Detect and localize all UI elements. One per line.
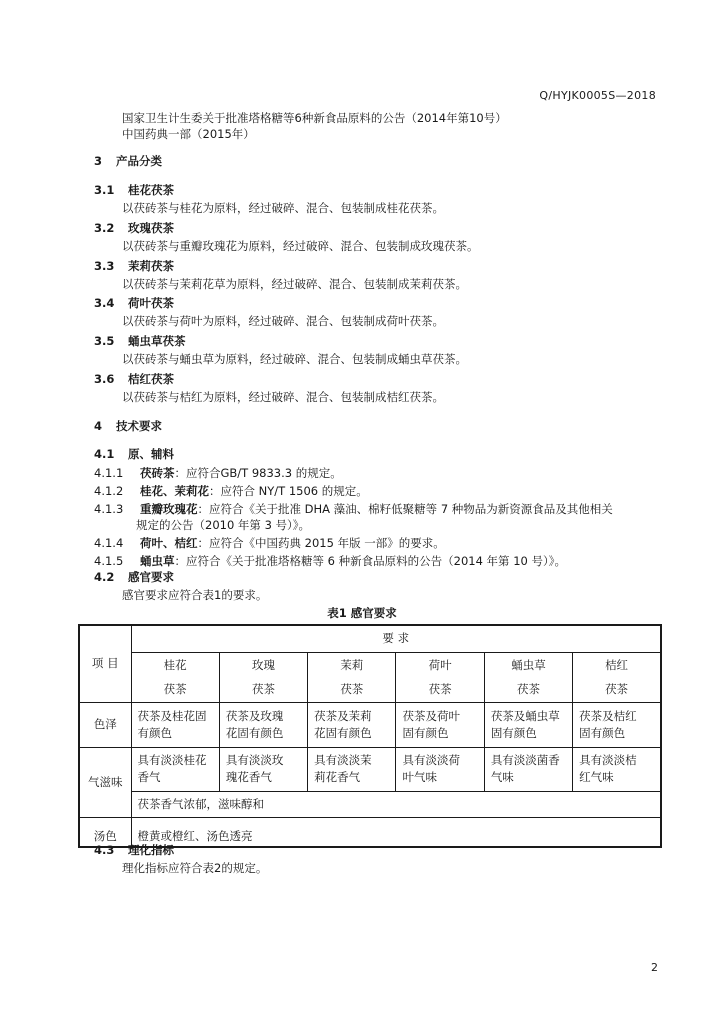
clause-text: ：应符合《中国药典 2015 年版 一部》的要求。 <box>197 536 445 550</box>
cell-line: 茯茶及玫瑰 <box>225 708 284 723</box>
cell-line: 花固有颜色 <box>314 725 372 740</box>
clause-number: 4.1.2 <box>94 484 124 498</box>
subsection-heading <box>94 569 174 585</box>
cell-line: 花固有颜色 <box>225 725 284 740</box>
cell-line: 具有淡淡桔 <box>579 753 637 767</box>
row-label-cell: 气滋味 <box>79 747 131 817</box>
subsection-text: 以茯砖茶与桂花为原料，经过破碎、混合、包装制成桂花茯茶。 <box>122 201 444 215</box>
subsection-title: 荷叶茯茶 <box>128 296 174 310</box>
table-cell <box>396 747 484 791</box>
column-header-cell: 蛹虫草 <box>484 652 572 678</box>
table-row <box>79 791 661 817</box>
row-label-cell: 色泽 <box>79 702 131 747</box>
cell-line: 瑰花香气 <box>225 770 272 784</box>
section-3-heading <box>94 153 162 169</box>
table-caption: 表1 感官要求 <box>327 606 397 620</box>
column-header-cell: 茯茶 <box>308 678 396 702</box>
spacer-cell <box>79 817 131 827</box>
subsection-text: 以茯砖茶与重瓣玫瑰花为原料，经过破碎、混合、包装制成玫瑰茯茶。 <box>122 239 479 253</box>
clause-number: 4.1.1 <box>94 466 124 480</box>
table-row <box>79 678 661 702</box>
subsection-heading <box>94 446 174 462</box>
cell-line: 红气味 <box>579 770 614 784</box>
page-number: 2 <box>651 961 658 974</box>
subsection-text: 以茯砖茶与蛹虫草为原料，经过破碎、混合、包装制成蛹虫草茯茶。 <box>122 352 467 366</box>
subsection-title: 理化指标 <box>128 843 174 857</box>
cell-line: 莉花香气 <box>314 770 361 784</box>
column-header-cell: 茯茶 <box>396 678 484 702</box>
cell-line: 具有淡淡荷 <box>402 753 460 767</box>
cell-line: 叶气味 <box>402 770 437 784</box>
section-title: 产品分类 <box>116 154 162 168</box>
cell-line: 具有淡淡菌香 <box>490 753 560 767</box>
clause-title: 桂花、茉莉花 <box>140 484 209 498</box>
clause-number: 4.1.4 <box>94 536 124 550</box>
cell-line: 固有颜色 <box>579 725 626 740</box>
column-header-cell: 茯茶 <box>131 678 219 702</box>
row-label-cell: 汤色 <box>79 827 131 847</box>
clause-text: ：应符合《关于批准 DHA 藻油、棉籽低聚糖等 7 种物品为新资源食品及其他相关 <box>197 502 613 516</box>
subsection-number: 3.4 <box>94 296 115 310</box>
table-cell-merged: 橙黄或橙红、汤色透亮 <box>131 827 661 847</box>
subsection-heading <box>94 220 174 236</box>
subsection-title: 桂花茯茶 <box>128 183 174 197</box>
cell-line: 茯茶及蛹虫草 <box>490 708 560 723</box>
table-cell <box>219 702 307 747</box>
subsection-number: 4.2 <box>94 570 115 584</box>
cell-line: 茯茶及桂花固 <box>137 708 207 723</box>
standard-code: Q/HYJK0005S—2018 <box>539 89 656 102</box>
subsection-text: 以茯砖茶与桔红为原料，经过破碎、混合、包装制成桔红茯茶。 <box>122 390 444 404</box>
subsection-title: 桔红茯茶 <box>128 372 174 386</box>
table-cell <box>219 747 307 791</box>
reference-item: 国家卫生计生委关于批准塔格糖等6种新食品原料的公告（2014年第10号） <box>122 111 507 125</box>
subsection-number: 4.1 <box>94 447 115 461</box>
clause-text-continued: 规定的公告（2010 年第 3 号）》。 <box>136 518 311 532</box>
column-header-cell: 茯茶 <box>484 678 572 702</box>
table-row <box>79 702 661 747</box>
clause-4-1-2 <box>94 483 368 499</box>
cell-line: 香气 <box>137 770 161 784</box>
table-cell <box>396 702 484 747</box>
column-header-cell: 茉莉 <box>308 652 396 678</box>
cell-line: 具有淡淡茉 <box>314 753 372 767</box>
section-number: 4 <box>94 419 103 433</box>
column-header-cell: 荷叶 <box>396 652 484 678</box>
subsection-title: 原、辅料 <box>128 447 174 461</box>
table-cell <box>131 702 219 747</box>
subsection-number: 4.3 <box>94 843 115 857</box>
subsection-heading <box>94 295 174 311</box>
subsection-title: 茉莉茯茶 <box>128 259 174 273</box>
subsection-title: 感官要求 <box>128 570 174 584</box>
clause-text: ：应符合 NY/T 1506 的规定。 <box>209 484 368 498</box>
spacer-cell <box>131 817 661 827</box>
clause-4-1-5 <box>94 553 566 569</box>
clause-title: 重瓣玫瑰花 <box>140 502 198 516</box>
row-header-cell: 项 目 <box>79 625 131 702</box>
cell-line: 气味 <box>490 770 514 784</box>
clause-text: ：应符合GB/T 9833.3 的规定。 <box>174 466 342 480</box>
subsection-heading <box>94 842 174 858</box>
subsection-text: 以茯砖茶与荷叶为原料，经过破碎、混合、包装制成荷叶茯茶。 <box>122 314 444 328</box>
cell-line: 茯茶及桔红 <box>579 708 637 723</box>
subsection-title: 玫瑰茯茶 <box>128 221 174 235</box>
table-spacer-row <box>79 817 661 827</box>
column-header-cell: 茯茶 <box>573 678 661 702</box>
table-cell-merged: 茯茶香气浓郁，滋味醇和 <box>131 791 661 817</box>
subsection-title: 蛹虫草茯茶 <box>128 334 186 348</box>
subsection-text: 以茯砖茶与茉莉花草为原料，经过破碎、混合、包装制成茉莉茯茶。 <box>122 277 467 291</box>
table-row <box>79 652 661 678</box>
column-header-cell: 桔红 <box>573 652 661 678</box>
subsection-number: 3.3 <box>94 259 115 273</box>
table-cell <box>484 702 572 747</box>
cell-line: 有颜色 <box>137 725 172 740</box>
column-header-cell: 玫瑰 <box>219 652 307 678</box>
section-4-heading <box>94 418 162 434</box>
subsection-number: 3.6 <box>94 372 115 386</box>
clause-title: 茯砖茶 <box>140 466 175 480</box>
cell-line: 茯茶及茉莉 <box>314 708 372 723</box>
column-header-cell: 茯茶 <box>219 678 307 702</box>
sensory-requirements-table <box>78 624 662 848</box>
table-row <box>79 625 661 652</box>
table-cell <box>573 702 661 747</box>
column-header-cell: 桂花 <box>131 652 219 678</box>
clause-4-1-1 <box>94 465 342 481</box>
clause-number: 4.1.3 <box>94 502 124 516</box>
section-title: 技术要求 <box>116 419 162 433</box>
subsection-heading <box>94 258 174 274</box>
subsection-number: 3.2 <box>94 221 115 235</box>
subsection-heading <box>94 182 174 198</box>
clause-title: 荷叶、桔红 <box>140 536 198 550</box>
clause-4-1-3 <box>94 501 613 517</box>
cell-line: 具有淡淡玫 <box>225 753 284 767</box>
cell-line: 茯茶及荷叶 <box>402 708 460 723</box>
reference-item: 中国药典一部（2015年） <box>122 127 255 141</box>
subsection-heading <box>94 371 174 387</box>
clause-text: ：应符合《关于批准塔格糖等 6 种新食品原料的公告（2014 年第 10 号）》。 <box>174 554 566 568</box>
clause-title: 蛹虫草 <box>140 554 175 568</box>
subsection-text: 感官要求应符合表1的要求。 <box>122 588 268 602</box>
table-cell <box>131 747 219 791</box>
cell-line: 固有颜色 <box>490 725 537 740</box>
table-cell <box>484 747 572 791</box>
table-row <box>79 747 661 791</box>
subsection-number: 3.5 <box>94 334 115 348</box>
table-cell <box>308 702 396 747</box>
group-header-cell: 要 求 <box>131 625 661 652</box>
subsection-heading <box>94 333 186 349</box>
table-cell <box>308 747 396 791</box>
cell-line: 固有颜色 <box>402 725 449 740</box>
section-number: 3 <box>94 154 103 168</box>
cell-line: 具有淡淡桂花 <box>137 753 207 767</box>
clause-4-1-4 <box>94 535 445 551</box>
subsection-text: 理化指标应符合表2的规定。 <box>122 861 268 875</box>
clause-number: 4.1.5 <box>94 554 124 568</box>
table-cell <box>573 747 661 791</box>
subsection-number: 3.1 <box>94 183 115 197</box>
